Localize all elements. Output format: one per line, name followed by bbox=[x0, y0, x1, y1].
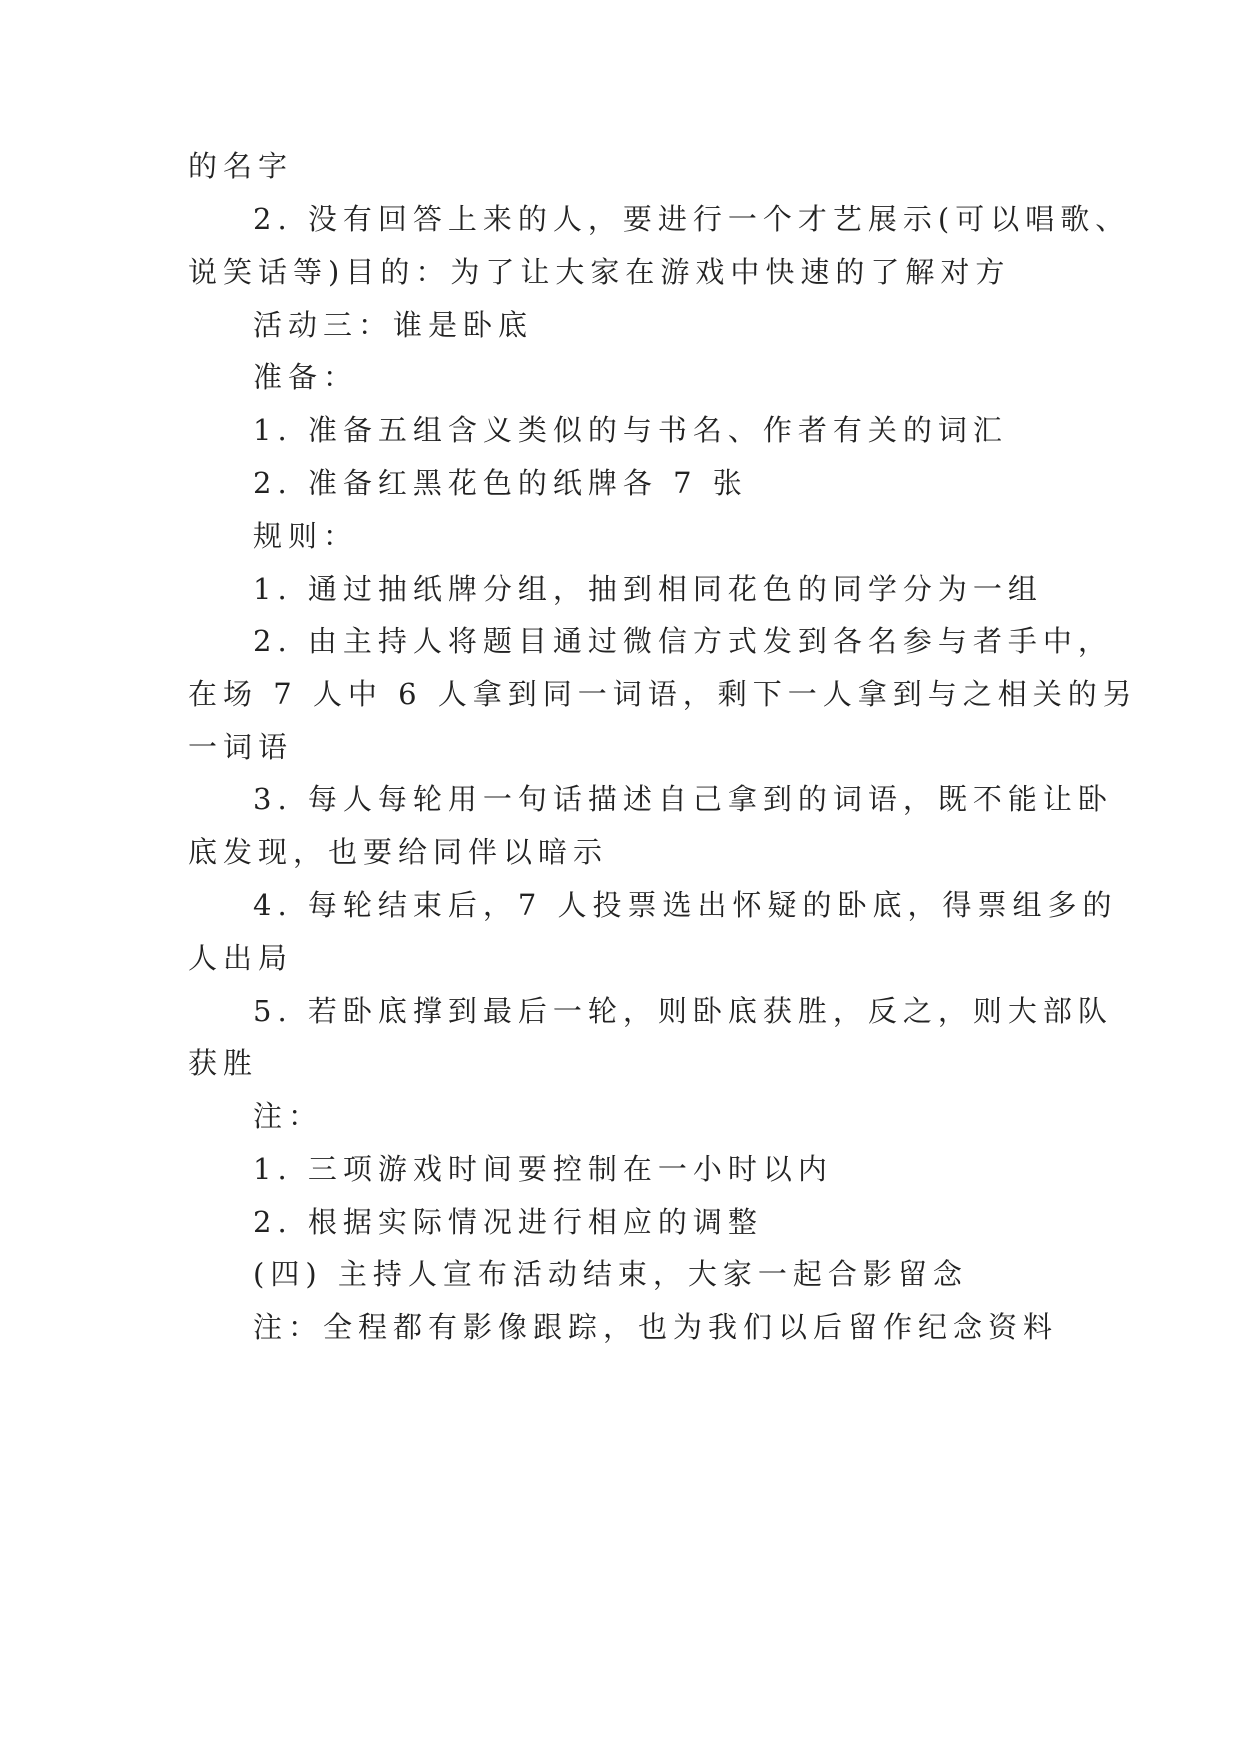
text-line: 在场 7 人中 6 人拿到同一词语，剩下一人拿到与之相关的另 bbox=[188, 677, 1138, 711]
text-line: 注： bbox=[253, 1099, 324, 1133]
text-line: 说笑话等)目的：为了让大家在游戏中快速的了解对方 bbox=[188, 255, 1011, 289]
text-line: 注：全程都有影像跟踪，也为我们以后留作纪念资料 bbox=[253, 1310, 1059, 1344]
text-line: 人出局 bbox=[188, 941, 294, 975]
text-line: (四) 主持人宣布活动结束，大家一起合影留念 bbox=[253, 1257, 968, 1291]
text-line: 底发现，也要给同伴以暗示 bbox=[188, 835, 609, 869]
text-line: 2. 由主持人将题目通过微信方式发到各名参与者手中， bbox=[253, 624, 1113, 658]
text-line: 2. 没有回答上来的人，要进行一个才艺展示(可以唱歌、 bbox=[253, 202, 1131, 236]
text-line: 准备： bbox=[253, 360, 359, 394]
text-line: 2. 根据实际情况进行相应的调整 bbox=[253, 1205, 763, 1239]
text-line: 1. 三项游戏时间要控制在一小时以内 bbox=[253, 1152, 833, 1186]
text-line: 2. 准备红黑花色的纸牌各 7 张 bbox=[253, 466, 748, 500]
text-line: 4. 每轮结束后，7 人投票选出怀疑的卧底，得票组多的 bbox=[253, 888, 1118, 922]
section-heading: 活动三：谁是卧底 bbox=[253, 308, 534, 342]
text-line: 获胜 bbox=[188, 1046, 259, 1080]
text-line: 一词语 bbox=[188, 730, 294, 764]
text-line: 5. 若卧底撑到最后一轮，则卧底获胜，反之，则大部队 bbox=[253, 994, 1113, 1028]
text-line: 规则： bbox=[253, 519, 359, 553]
text-line: 1. 准备五组含义类似的与书名、作者有关的词汇 bbox=[253, 413, 1008, 447]
text-line: 的名字 bbox=[188, 149, 294, 183]
text-line: 3. 每人每轮用一句话描述自己拿到的词语，既不能让卧 bbox=[253, 782, 1113, 816]
text-line: 1. 通过抽纸牌分组，抽到相同花色的同学分为一组 bbox=[253, 572, 1043, 606]
